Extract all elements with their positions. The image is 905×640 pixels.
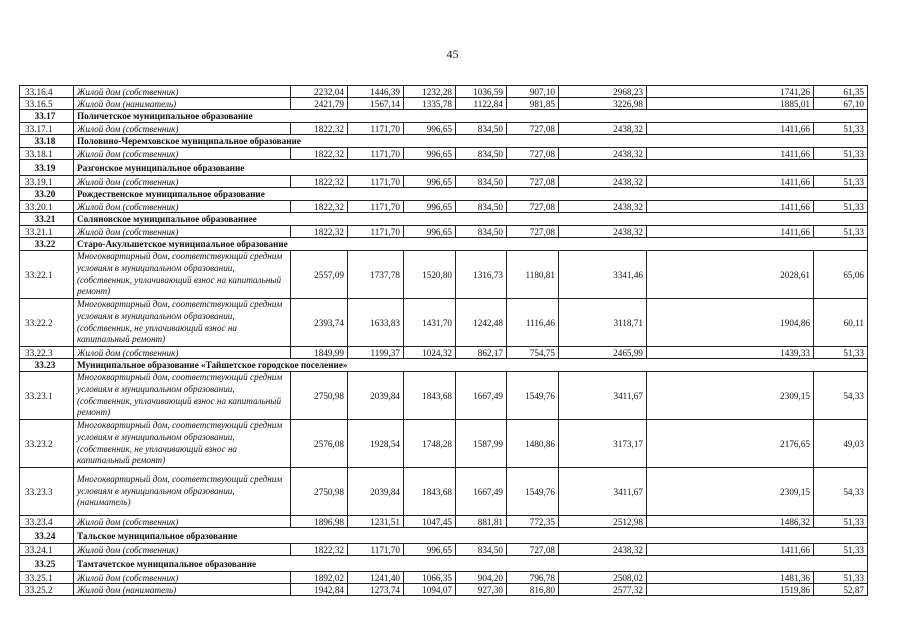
value-cell: 2438,32 — [559, 544, 647, 556]
value-cell: 1549,76 — [507, 468, 559, 516]
table-row — [20, 572, 868, 584]
value-cell: 2750,98 — [291, 468, 348, 516]
value-cell: 727,08 — [507, 176, 559, 188]
section-header-row — [20, 528, 868, 544]
value-cell: 996,65 — [404, 544, 456, 556]
value-cell: 1843,68 — [404, 372, 456, 420]
value-cell: 1486,32 — [647, 516, 814, 528]
value-cell: 52,87 — [814, 584, 868, 596]
section-code: 33.21 — [20, 213, 74, 226]
value-cell: 51,33 — [814, 572, 868, 584]
value-cell: 1520,80 — [404, 251, 456, 299]
table-row — [20, 544, 868, 556]
value-cell: 3411,67 — [559, 468, 647, 516]
value-cell: 1171,70 — [348, 148, 404, 160]
table-row — [20, 372, 868, 420]
value-cell: 1667,49 — [456, 468, 507, 516]
table-row — [20, 420, 868, 468]
section-title: Разгонское муниципальное образование — [74, 160, 868, 176]
value-cell: 1748,28 — [404, 420, 456, 468]
value-cell: 2309,15 — [647, 468, 814, 516]
row-code: 33.20.1 — [20, 201, 74, 213]
value-cell: 1241,40 — [348, 572, 404, 584]
row-code: 33.17.1 — [20, 123, 74, 135]
value-cell: 51,33 — [814, 123, 868, 135]
row-description: Жилой дом (собственник) — [74, 544, 291, 556]
value-cell: 1231,51 — [348, 516, 404, 528]
section-header-row — [20, 556, 868, 572]
value-cell: 1896,98 — [291, 516, 348, 528]
value-cell: 1411,66 — [647, 201, 814, 213]
value-cell: 754,75 — [507, 347, 559, 359]
row-code: 33.23.4 — [20, 516, 74, 528]
row-code: 33.24.1 — [20, 544, 74, 556]
section-code: 33.22 — [20, 238, 74, 251]
value-cell: 49,03 — [814, 420, 868, 468]
row-description: Жилой дом (собственник) — [74, 201, 291, 213]
value-cell: 796,78 — [507, 572, 559, 584]
row-description: Жилой дом (наниматель) — [74, 98, 291, 110]
row-description: Жилой дом (собственник) — [74, 176, 291, 188]
row-description: Жилой дом (собственник) — [74, 148, 291, 160]
value-cell: 54,33 — [814, 372, 868, 420]
section-header-row — [20, 359, 868, 372]
section-header-row — [20, 160, 868, 176]
value-cell: 834,50 — [456, 226, 507, 238]
value-cell: 2438,32 — [559, 148, 647, 160]
value-cell: 1024,32 — [404, 347, 456, 359]
section-code: 33.19 — [20, 160, 74, 176]
value-cell: 1335,78 — [404, 98, 456, 110]
value-cell: 2968,23 — [559, 86, 647, 98]
value-cell: 996,65 — [404, 201, 456, 213]
row-description: Многоквартирный дом, соответствующий средним условиям в муниципальном образовании, (собственник, не уплачивающий взнос на капитальный ремонт) — [74, 299, 291, 347]
value-cell: 2438,32 — [559, 176, 647, 188]
value-cell: 1892,02 — [291, 572, 348, 584]
value-cell: 61,35 — [814, 86, 868, 98]
value-cell: 51,33 — [814, 516, 868, 528]
row-description: Жилой дом (собственник) — [74, 226, 291, 238]
value-cell: 2039,84 — [348, 468, 404, 516]
value-cell: 54,33 — [814, 468, 868, 516]
value-cell: 996,65 — [404, 123, 456, 135]
table-row — [20, 148, 868, 160]
value-cell: 3173,17 — [559, 420, 647, 468]
value-cell: 2438,32 — [559, 201, 647, 213]
value-cell: 834,50 — [456, 544, 507, 556]
section-title: Муниципальное образование «Тайшетское городское поселение» — [74, 359, 868, 372]
table-row — [20, 98, 868, 110]
value-cell: 1633,83 — [348, 299, 404, 347]
row-description: Многоквартирный дом, соответствующий средним условиям в муниципальном образовании, (собственник, уплачивающий взнос на капитальный ремонт) — [74, 251, 291, 299]
value-cell: 3341,46 — [559, 251, 647, 299]
table-row — [20, 86, 868, 98]
value-cell: 727,08 — [507, 123, 559, 135]
value-cell: 1316,73 — [456, 251, 507, 299]
row-description: Многоквартирный дом, соответствующий средним условиям в муниципальном образовании, (собственник, уплачивающий взнос на капитальный ремонт) — [74, 372, 291, 420]
value-cell: 2393,74 — [291, 299, 348, 347]
value-cell: 1411,66 — [647, 148, 814, 160]
value-cell: 1942,84 — [291, 584, 348, 596]
table-row — [20, 226, 868, 238]
row-description: Многоквартирный дом, соответствующий средним условиям в муниципальном образовании, (наниматель) — [74, 468, 291, 516]
table-row — [20, 201, 868, 213]
value-cell: 1904,86 — [647, 299, 814, 347]
value-cell: 1094,07 — [404, 584, 456, 596]
row-code: 33.16.4 — [20, 86, 74, 98]
value-cell: 727,08 — [507, 148, 559, 160]
section-header-row — [20, 188, 868, 201]
value-cell: 727,08 — [507, 201, 559, 213]
row-description: Жилой дом (собственник) — [74, 572, 291, 584]
value-cell: 2176,65 — [647, 420, 814, 468]
value-cell: 907,10 — [507, 86, 559, 98]
table-row — [20, 468, 868, 516]
row-code: 33.22.3 — [20, 347, 74, 359]
table-row — [20, 123, 868, 135]
value-cell: 1171,70 — [348, 201, 404, 213]
value-cell: 1822,32 — [291, 148, 348, 160]
value-cell: 1519,86 — [647, 584, 814, 596]
row-code: 33.16.5 — [20, 98, 74, 110]
value-cell: 772,35 — [507, 516, 559, 528]
row-code: 33.22.2 — [20, 299, 74, 347]
value-cell: 1849,99 — [291, 347, 348, 359]
value-cell: 2557,09 — [291, 251, 348, 299]
value-cell: 1411,66 — [647, 123, 814, 135]
value-cell: 996,65 — [404, 176, 456, 188]
value-cell: 1480,86 — [507, 420, 559, 468]
value-cell: 816,80 — [507, 584, 559, 596]
row-code: 33.18.1 — [20, 148, 74, 160]
table-row — [20, 299, 868, 347]
value-cell: 1822,32 — [291, 226, 348, 238]
value-cell: 1122,84 — [456, 98, 507, 110]
section-code: 33.23 — [20, 359, 74, 372]
table-row — [20, 584, 868, 596]
row-code: 33.21.1 — [20, 226, 74, 238]
value-cell: 981,85 — [507, 98, 559, 110]
section-title: Поличетское муниципальное образование — [74, 110, 868, 123]
value-cell: 2750,98 — [291, 372, 348, 420]
value-cell: 1843,68 — [404, 468, 456, 516]
value-cell: 1822,32 — [291, 544, 348, 556]
value-cell: 2438,32 — [559, 226, 647, 238]
section-title: Тальское муниципальное образование — [74, 528, 868, 544]
section-code: 33.24 — [20, 528, 74, 544]
section-header-row — [20, 238, 868, 251]
tariff-table — [19, 85, 868, 596]
value-cell: 2577,32 — [559, 584, 647, 596]
value-cell: 1928,54 — [348, 420, 404, 468]
table-row — [20, 347, 868, 359]
value-cell: 1171,70 — [348, 226, 404, 238]
value-cell: 1822,32 — [291, 123, 348, 135]
row-code: 33.23.3 — [20, 468, 74, 516]
section-title: Половино-Черемховское муниципальное образование — [74, 135, 868, 148]
value-cell: 1439,33 — [647, 347, 814, 359]
value-cell: 1667,49 — [456, 372, 507, 420]
row-description: Жилой дом (собственник) — [74, 516, 291, 528]
value-cell: 1737,78 — [348, 251, 404, 299]
value-cell: 1036,59 — [456, 86, 507, 98]
value-cell: 834,50 — [456, 176, 507, 188]
value-cell: 1587,99 — [456, 420, 507, 468]
value-cell: 1242,48 — [456, 299, 507, 347]
value-cell: 2232,04 — [291, 86, 348, 98]
value-cell: 727,08 — [507, 226, 559, 238]
row-code: 33.23.2 — [20, 420, 74, 468]
table-row — [20, 516, 868, 528]
value-cell: 881,81 — [456, 516, 507, 528]
page-number: 45 — [446, 47, 459, 61]
row-code: 33.22.1 — [20, 251, 74, 299]
row-code: 33.25.1 — [20, 572, 74, 584]
value-cell: 1171,70 — [348, 123, 404, 135]
table-row — [20, 251, 868, 299]
value-cell: 1199,37 — [348, 347, 404, 359]
value-cell: 1116,46 — [507, 299, 559, 347]
value-cell: 1549,76 — [507, 372, 559, 420]
value-cell: 1822,32 — [291, 176, 348, 188]
value-cell: 2576,08 — [291, 420, 348, 468]
row-description: Жилой дом (собственник) — [74, 86, 291, 98]
value-cell: 1066,35 — [404, 572, 456, 584]
value-cell: 1411,66 — [647, 226, 814, 238]
section-title: Старо-Акульшетское муниципальное образование — [74, 238, 868, 251]
value-cell: 60,11 — [814, 299, 868, 347]
value-cell: 3226,98 — [559, 98, 647, 110]
value-cell: 51,33 — [814, 176, 868, 188]
section-header-row — [20, 135, 868, 148]
value-cell: 1171,70 — [348, 176, 404, 188]
row-code: 33.23.1 — [20, 372, 74, 420]
value-cell: 3411,67 — [559, 372, 647, 420]
value-cell: 2028,61 — [647, 251, 814, 299]
section-code: 33.20 — [20, 188, 74, 201]
value-cell: 1273,74 — [348, 584, 404, 596]
section-header-row — [20, 110, 868, 123]
row-code: 33.25.2 — [20, 584, 74, 596]
value-cell: 862,17 — [456, 347, 507, 359]
value-cell: 51,33 — [814, 226, 868, 238]
section-code: 33.17 — [20, 110, 74, 123]
value-cell: 2421,79 — [291, 98, 348, 110]
section-code: 33.18 — [20, 135, 74, 148]
value-cell: 1481,36 — [647, 572, 814, 584]
value-cell: 1232,28 — [404, 86, 456, 98]
table-row — [20, 176, 868, 188]
value-cell: 834,50 — [456, 123, 507, 135]
value-cell: 2508,02 — [559, 572, 647, 584]
row-description: Жилой дом (наниматель) — [74, 584, 291, 596]
value-cell: 1446,39 — [348, 86, 404, 98]
value-cell: 927,30 — [456, 584, 507, 596]
value-cell: 1047,45 — [404, 516, 456, 528]
value-cell: 996,65 — [404, 226, 456, 238]
value-cell: 1567,14 — [348, 98, 404, 110]
section-title: Соляновское муниципальное образованиее — [74, 213, 868, 226]
row-code: 33.19.1 — [20, 176, 74, 188]
value-cell: 65,06 — [814, 251, 868, 299]
value-cell: 2465,99 — [559, 347, 647, 359]
value-cell: 67,10 — [814, 98, 868, 110]
section-code: 33.25 — [20, 556, 74, 572]
value-cell: 51,33 — [814, 201, 868, 213]
value-cell: 1822,32 — [291, 201, 348, 213]
value-cell: 51,33 — [814, 347, 868, 359]
value-cell: 3118,71 — [559, 299, 647, 347]
section-title: Тамтачетское муниципальное образование — [74, 556, 868, 572]
value-cell: 2309,15 — [647, 372, 814, 420]
value-cell: 1885,01 — [647, 98, 814, 110]
section-header-row — [20, 213, 868, 226]
value-cell: 2512,98 — [559, 516, 647, 528]
value-cell: 1411,66 — [647, 544, 814, 556]
value-cell: 1171,70 — [348, 544, 404, 556]
value-cell: 1431,70 — [404, 299, 456, 347]
value-cell: 1741,26 — [647, 86, 814, 98]
value-cell: 2438,32 — [559, 123, 647, 135]
value-cell: 834,50 — [456, 201, 507, 213]
value-cell: 727,08 — [507, 544, 559, 556]
value-cell: 834,50 — [456, 148, 507, 160]
row-description: Жилой дом (собственник) — [74, 123, 291, 135]
section-title: Рождественское муниципальное образование — [74, 188, 868, 201]
value-cell: 1411,66 — [647, 176, 814, 188]
value-cell: 1180,81 — [507, 251, 559, 299]
value-cell: 996,65 — [404, 148, 456, 160]
row-description: Жилой дом (собственник) — [74, 347, 291, 359]
value-cell: 2039,84 — [348, 372, 404, 420]
value-cell: 51,33 — [814, 544, 868, 556]
value-cell: 904,20 — [456, 572, 507, 584]
row-description: Многоквартирный дом, соответствующий средним условиям в муниципальном образовании, (собственник, не уплачивающий взнос на капитальный ремонт) — [74, 420, 291, 468]
value-cell: 51,33 — [814, 148, 868, 160]
